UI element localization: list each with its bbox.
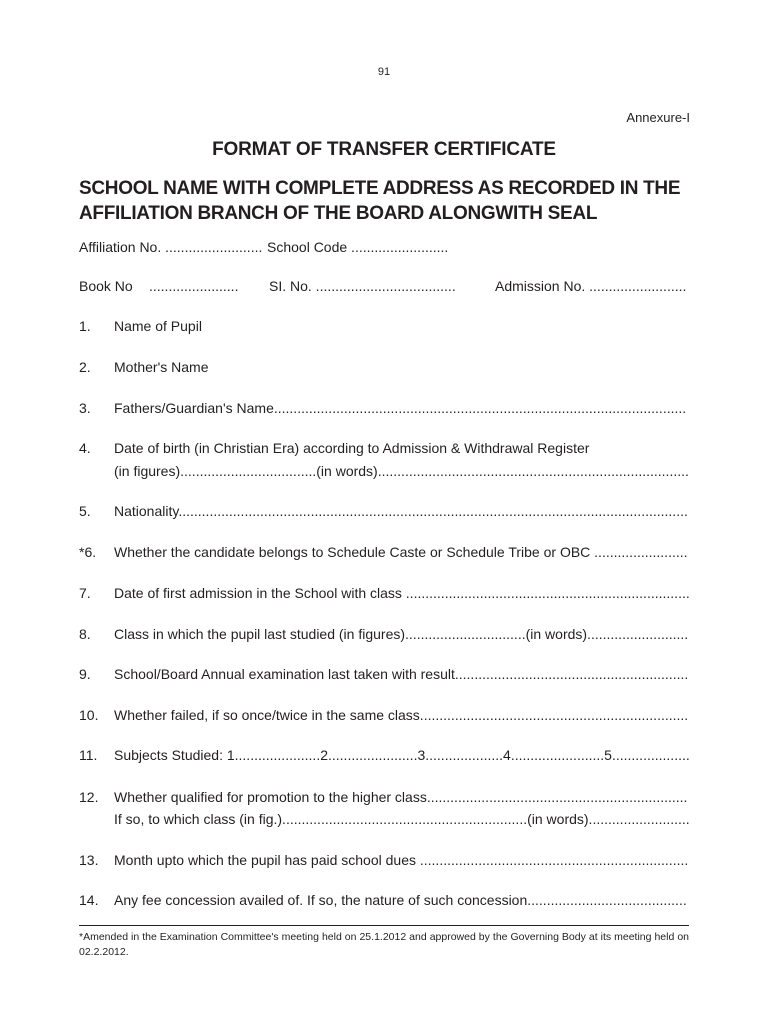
item-subjects-studied: Subjects Studied: 1......................2.......................3....................4........................5.................... <box>114 747 690 763</box>
item-number: 13. <box>79 852 99 868</box>
document-subtitle: SCHOOL NAME WITH COMPLETE ADDRESS AS RECORDED IN THE AFFILIATION BRANCH OF THE BOARD ALONGWITH SEAL <box>79 178 681 224</box>
document-title: FORMAT OF TRANSFER CERTIFICATE <box>212 139 556 160</box>
item-number: 14. <box>79 892 99 908</box>
book-no-label: Book No <box>79 278 133 294</box>
item-number: 5. <box>79 503 91 519</box>
footnote: *Amended in the Examination Committee's meeting held on 25.1.2012 and approwed by the Governing Body at its meeting held on 02.2.2012. <box>79 931 689 958</box>
si-no-field: SI. No. .................................... <box>269 278 456 294</box>
item-last-class: Class in which the pupil last studied (in figures)...............................(in words).......................... <box>114 626 689 642</box>
item-date-of-birth: Date of birth (in Christian Era) according to Admission & Withdrawal Register <box>114 440 590 456</box>
page-number: 91 <box>377 66 391 78</box>
book-no-dots: ....................... <box>149 278 239 294</box>
item-name-of-pupil: Name of Pupil <box>114 318 202 334</box>
school-code-field: School Code ......................... <box>267 239 449 255</box>
item-dues-paid: Month upto which the pupil has paid school dues ..................................................................... <box>114 852 689 868</box>
item-number: 7. <box>79 585 91 601</box>
affiliation-no-field: Affiliation No. ......................... <box>79 239 263 255</box>
item-guardian-name: Fathers/Guardian's Name.......................................................................................................... <box>114 400 687 416</box>
item-last-exam: School/Board Annual examination last taken with result............................................................ <box>114 666 689 682</box>
item-number: 2. <box>79 359 91 375</box>
item-number: 1. <box>79 318 91 334</box>
item-number: 4. <box>79 440 91 456</box>
footnote-divider <box>79 925 689 926</box>
item-number: 12. <box>79 789 99 805</box>
item-caste-category: Whether the candidate belongs to Schedule Caste or Schedule Tribe or OBC ........................ <box>114 544 688 560</box>
item-number: 10. <box>79 707 99 723</box>
annexure-label: Annexure-I <box>626 110 690 125</box>
item-date-of-birth-line2: (in figures)...................................(in words)................................................................................ <box>114 463 689 479</box>
item-number: 3. <box>79 400 91 416</box>
item-number: 9. <box>79 666 91 682</box>
item-first-admission: Date of first admission in the School with class ......................................................................... <box>114 585 690 601</box>
item-nationality: Nationality................................................................................................................................... <box>114 503 688 519</box>
admission-no-field: Admission No. ......................... <box>495 278 687 294</box>
item-number: 8. <box>79 626 91 642</box>
item-mothers-name: Mother's Name <box>114 359 209 375</box>
item-failed: Whether failed, if so once/twice in the same class..................................................................... <box>114 707 689 723</box>
item-fee-concession: Any fee concession availed of. If so, the nature of such concession......................................... <box>114 892 687 908</box>
item-promotion-line2: If so, to which class (in fig.)...............................................................(in words).......................... <box>114 811 690 827</box>
item-number: 11. <box>79 747 98 763</box>
item-number: *6. <box>79 544 97 560</box>
item-promotion: Whether qualified for promotion to the higher class................................................................... <box>114 789 688 805</box>
